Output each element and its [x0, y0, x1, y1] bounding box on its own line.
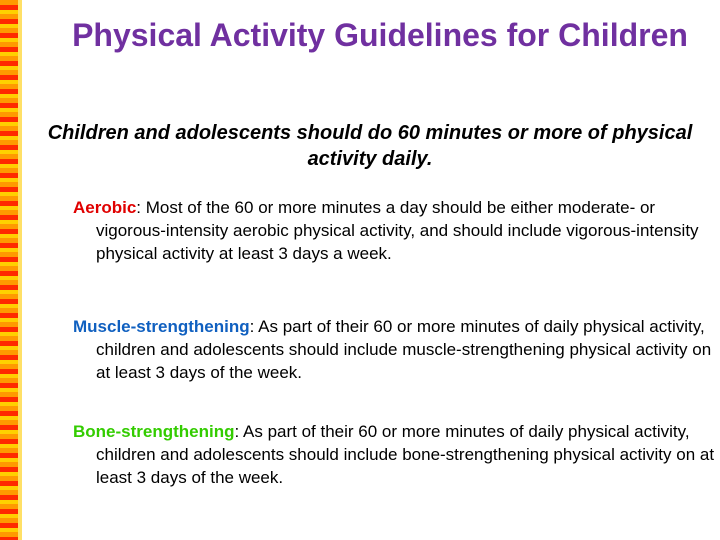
guideline-text-muscle-strengthening: : As part of their 60 or more minutes of daily physical activity, children and adolescents should include muscle-strengthening physical activity on at least 3 days of the week. [96, 317, 712, 382]
guideline-term-muscle-strengthening: Muscle-strengthening [73, 317, 250, 336]
slide-title: Physical Activity Guidelines for Children [72, 17, 688, 53]
guideline-muscle-strengthening [73, 315, 716, 384]
guideline-text-bone-strengthening: : As part of their 60 or more minutes of daily physical activity, children and adolescents should include bone-strengthening physical activity on at least 3 days of the week. [96, 422, 715, 487]
slide-subtitle: Children and adolescents should do 60 minutes or more of physical activity daily. [47, 122, 693, 170]
decorative-left-border [0, 0, 22, 540]
guideline-bone-strengthening [73, 420, 716, 489]
guideline-term-bone-strengthening: Bone-strengthening [73, 422, 235, 441]
guideline-text-aerobic: : Most of the 60 or more minutes a day should be either moderate- or vigorous-intensity aerobic physical activity, and should include vigorous-intensity physical activity at least 3 days a week. [96, 198, 699, 263]
guideline-aerobic [73, 196, 716, 265]
guideline-term-aerobic: Aerobic [73, 198, 137, 217]
